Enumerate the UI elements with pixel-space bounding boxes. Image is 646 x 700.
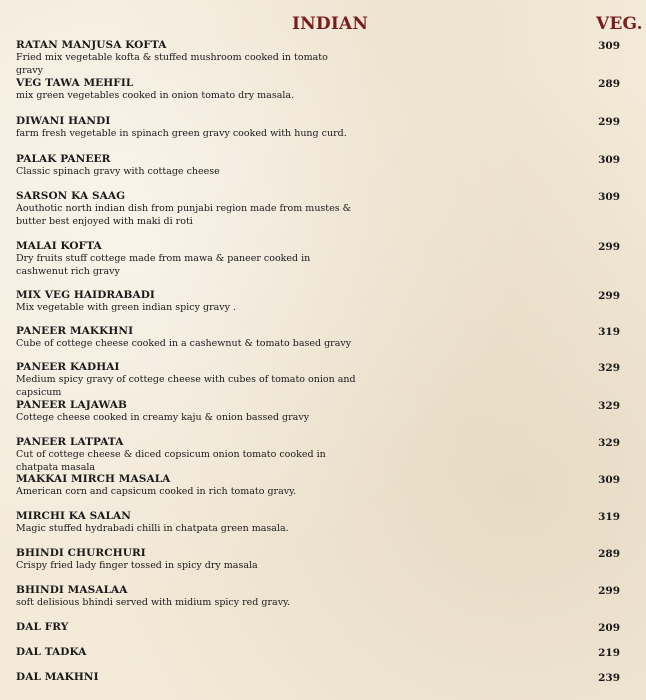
item-description: Aouthotic north indian dish from punjabi region made from mustes & butter best enjoyed with maki di roti — [16, 203, 352, 227]
item-name: DAL MAKHNI — [16, 671, 99, 683]
item-description: American corn and capsicum cooked in rich tomato gravy. — [16, 486, 297, 497]
menu-item-paneer-lajawab — [16, 399, 626, 436]
item-description: Magic stuffed hydrabadi chilli in chatpata green masala. — [16, 523, 289, 534]
item-price: 309 — [598, 40, 620, 52]
item-description: Cottege cheese cooked in creamy kaju & onion bassed gravy — [16, 412, 310, 423]
item-description: Mix vegetable with green indian spicy gravy . — [16, 302, 237, 313]
item-name: BHINDI MASALAA — [16, 584, 128, 596]
item-description: Cube of cottege cheese cooked in a cashewnut & tomato based gravy — [16, 338, 352, 349]
item-description: Cut of cottege cheese & diced copsicum onion tomato cooked in chatpata masala — [16, 449, 326, 473]
item-name: PANEER LATPATA — [16, 436, 124, 448]
menu-item-veg-tawa-mehfil — [16, 77, 626, 115]
item-price: 319 — [598, 511, 620, 523]
item-price: 319 — [598, 326, 620, 338]
item-price: 329 — [598, 362, 620, 374]
item-price: 239 — [598, 672, 620, 684]
item-description: Classic spinach gravy with cottage cheese — [16, 166, 220, 177]
item-description: soft delisious bhindi served with midium spicy red gravy. — [16, 597, 291, 608]
menu-item-dal-makhni — [16, 671, 626, 691]
item-description: Dry fruits stuff cottege made from mawa & paneer cooked in cashwenut rich gravy — [16, 253, 311, 277]
item-name: MAKKAI MIRCH MASALA — [16, 473, 171, 485]
item-price: 299 — [598, 585, 620, 597]
item-price: 289 — [598, 548, 620, 560]
price-column-heading: VEG. — [596, 14, 643, 34]
item-description: Fried mix vegetable kofta & stuffed mushroom cooked in tomato gravy — [16, 52, 328, 76]
item-name: PANEER LAJAWAB — [16, 399, 127, 411]
item-name: MALAI KOFTA — [16, 240, 102, 252]
item-name: DIWANI HANDI — [16, 115, 111, 127]
item-name: BHINDI CHURCHURI — [16, 547, 146, 559]
item-name: MIX VEG HAIDRABADI — [16, 289, 155, 301]
item-price: 309 — [598, 191, 620, 203]
menu-item-ratan-manjusa-kofta — [16, 39, 626, 77]
item-name: RATAN MANJUSA KOFTA — [16, 39, 167, 51]
item-name: SARSON KA SAAG — [16, 190, 126, 202]
section-title: INDIAN — [292, 14, 369, 34]
item-price: 289 — [598, 78, 620, 90]
item-name: PANEER MAKKHNI — [16, 325, 134, 337]
item-price: 299 — [598, 116, 620, 128]
menu-item-malai-kofta — [16, 240, 626, 289]
menu-item-paneer-latpata — [16, 436, 626, 473]
item-description: mix green vegetables cooked in onion tomato dry masala. — [16, 90, 295, 101]
menu-item-bhindi-masalaa — [16, 584, 626, 621]
item-name: MIRCHI KA SALAN — [16, 510, 131, 522]
item-name: PANEER KADHAI — [16, 361, 120, 373]
item-price: 329 — [598, 400, 620, 412]
menu-item-mirchi-ka-salan — [16, 510, 626, 547]
item-price: 219 — [598, 647, 620, 659]
menu-item-palak-paneer — [16, 153, 626, 190]
item-price: 299 — [598, 290, 620, 302]
menu-item-dal-fry — [16, 621, 626, 646]
item-description: Medium spicy gravy of cottege cheese with cubes of tomato onion and capsicum — [16, 374, 356, 398]
item-price: 309 — [598, 474, 620, 486]
item-description: farm fresh vegetable in spinach green gravy cooked with hung curd. — [16, 128, 347, 139]
menu-item-dal-tadka — [16, 646, 626, 671]
menu-item-paneer-makkhni — [16, 325, 626, 361]
menu-item-bhindi-churchuri — [16, 547, 626, 584]
item-price: 209 — [598, 622, 620, 634]
item-price: 299 — [598, 241, 620, 253]
menu-item-sarson-ka-saag — [16, 190, 626, 240]
item-name: DAL TADKA — [16, 646, 87, 658]
item-name: DAL FRY — [16, 621, 69, 633]
menu-item-diwani-handi — [16, 115, 626, 153]
menu-item-list — [16, 39, 626, 691]
item-name: VEG TAWA MEHFIL — [16, 77, 134, 89]
item-price: 309 — [598, 154, 620, 166]
item-name: PALAK PANEER — [16, 153, 111, 165]
item-description: Crispy fried lady finger tossed in spicy dry masala — [16, 560, 258, 571]
menu-item-paneer-kadhai — [16, 361, 626, 399]
menu-item-makkai-mirch-masala — [16, 473, 626, 510]
item-price: 329 — [598, 437, 620, 449]
menu-item-mix-veg-haidrabadi — [16, 289, 626, 325]
